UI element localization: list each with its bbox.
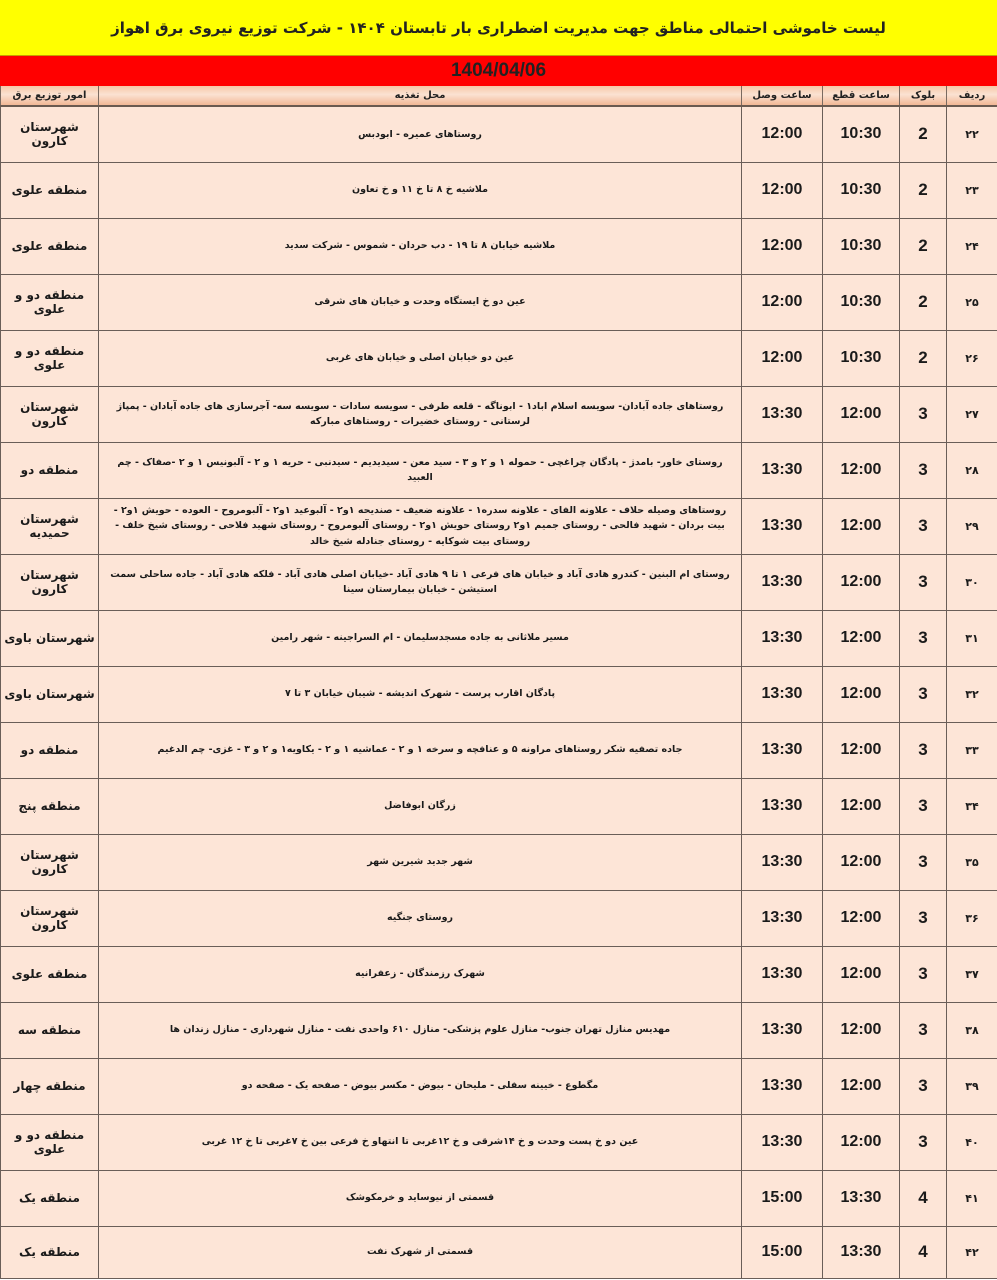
row-number-cell: ۳۱ <box>947 610 997 666</box>
cut-time-cell: 12:00 <box>823 1114 900 1170</box>
row-number-cell: ۳۷ <box>947 946 997 1002</box>
block-cell: 3 <box>900 498 947 554</box>
row-number-cell: ۳۹ <box>947 1058 997 1114</box>
area-cell: روستاهای وصیله حلاف - علاونه الفای - علاونه سدره۱ - علاونه ضعیف - صندیحه ۱و۲ - آلبوعید ۱و۲ - آلبومروح - العوده - حویش ۱و۲ - بیت بردان - شهید فالحی - روستای جمیم ۱و۲ روستای حویش ۱و۲ - روستای آلبومروح - روستای شهید فلاحی - روستای شیخ خلف - روستای بیت شوکایه - روستای جنادله شیخ خالد <box>99 498 742 554</box>
office-cell: شهرستان کارون <box>1 834 99 890</box>
schedule-date: 1404/04/06 <box>0 56 997 86</box>
block-cell: 2 <box>900 330 947 386</box>
office-cell: شهرستان باوی <box>1 610 99 666</box>
row-number-cell: ۳۶ <box>947 890 997 946</box>
row-number-cell: ۳۲ <box>947 666 997 722</box>
restore-time-cell: 13:30 <box>742 1114 823 1170</box>
restore-time-cell: 13:30 <box>742 946 823 1002</box>
cut-time-cell: 12:00 <box>823 1002 900 1058</box>
cut-time-cell: 10:30 <box>823 330 900 386</box>
table-row <box>1 610 997 666</box>
block-cell: 3 <box>900 890 947 946</box>
area-cell: روستاهای عمیره - ابودبس <box>99 106 742 162</box>
table-row <box>1 722 997 778</box>
row-number-cell: ۲۲ <box>947 106 997 162</box>
office-cell: منطقه دو <box>1 442 99 498</box>
block-cell: 3 <box>900 386 947 442</box>
row-number-cell: ۳۵ <box>947 834 997 890</box>
office-cell: منطقه یک <box>1 1226 99 1278</box>
office-cell: منطقه دو <box>1 722 99 778</box>
restore-time-cell: 15:00 <box>742 1226 823 1278</box>
cut-time-cell: 12:00 <box>823 1058 900 1114</box>
office-cell: منطقه دو و علوی <box>1 1114 99 1170</box>
cut-time-cell: 13:30 <box>823 1170 900 1226</box>
area-cell: ملاشیه خ ۸ تا خ ۱۱ و خ تعاون <box>99 162 742 218</box>
restore-time-cell: 12:00 <box>742 218 823 274</box>
block-cell: 4 <box>900 1170 947 1226</box>
column-header-block: بلوک <box>900 86 947 106</box>
restore-time-cell: 13:30 <box>742 554 823 610</box>
block-cell: 4 <box>900 1226 947 1278</box>
table-row <box>1 274 997 330</box>
table-row <box>1 386 997 442</box>
restore-time-cell: 13:30 <box>742 666 823 722</box>
row-number-cell: ۴۰ <box>947 1114 997 1170</box>
table-row <box>1 834 997 890</box>
table-row <box>1 946 997 1002</box>
area-cell: مهدیس منازل تهران جنوب- منازل علوم پزشکی- منازل ۶۱۰ واحدی نفت - منازل شهرداری - منازل زندان ها <box>99 1002 742 1058</box>
row-number-cell: ۲۸ <box>947 442 997 498</box>
cut-time-cell: 10:30 <box>823 274 900 330</box>
column-header-restore-time: ساعت وصل <box>742 86 823 106</box>
area-cell: مگطوع - خیینه سفلی - ملیحان - بیوض - مکسر بیوض - صفحه یک - صفحه دو <box>99 1058 742 1114</box>
block-cell: 3 <box>900 1114 947 1170</box>
row-number-cell: ۲۶ <box>947 330 997 386</box>
cut-time-cell: 12:00 <box>823 610 900 666</box>
row-number-cell: ۲۵ <box>947 274 997 330</box>
area-cell: ملاشیه خیابان ۸ تا ۱۹ - دب حردان - شموس - شرکت سدید <box>99 218 742 274</box>
office-cell: شهرستان کارون <box>1 106 99 162</box>
restore-time-cell: 13:30 <box>742 834 823 890</box>
area-cell: شهر جدید شیرین شهر <box>99 834 742 890</box>
restore-time-cell: 13:30 <box>742 722 823 778</box>
area-cell: مسیر ملاثانی به جاده مسجدسلیمان - ام السراجینه - شهر رامین <box>99 610 742 666</box>
block-cell: 3 <box>900 834 947 890</box>
row-number-cell: ۴۱ <box>947 1170 997 1226</box>
office-cell: منطقه دو و علوی <box>1 330 99 386</box>
restore-time-cell: 13:30 <box>742 890 823 946</box>
block-cell: 2 <box>900 218 947 274</box>
row-number-cell: ۴۲ <box>947 1226 997 1278</box>
block-cell: 3 <box>900 1002 947 1058</box>
restore-time-cell: 13:30 <box>742 1058 823 1114</box>
cut-time-cell: 10:30 <box>823 106 900 162</box>
cut-time-cell: 12:00 <box>823 778 900 834</box>
office-cell: شهرستان کارون <box>1 554 99 610</box>
area-cell: روستای خاور- بامدژ - پادگان چراغچی - حموله ۱ و ۲ و ۳ - سید معن - سیدیدیم - سیدنبی - حریه ۱ و ۲ - آلبونیس ۱ و ۲ -صفاک - چم العبید <box>99 442 742 498</box>
restore-time-cell: 12:00 <box>742 106 823 162</box>
area-cell: شهرک رزمندگان - زعفرانیه <box>99 946 742 1002</box>
area-cell: عین دو خ پست وحدت و خ ۱۴شرقی و خ ۱۲غربی تا انتهاو خ فرعی بین خ ۷غربی تا خ ۱۲ غربی <box>99 1114 742 1170</box>
column-header-area: محل تغذیه <box>99 86 742 106</box>
row-number-cell: ۲۷ <box>947 386 997 442</box>
table-row <box>1 162 997 218</box>
office-cell: منطقه دو و علوی <box>1 274 99 330</box>
block-cell: 3 <box>900 610 947 666</box>
cut-time-cell: 12:00 <box>823 666 900 722</box>
office-cell: شهرستان کارون <box>1 386 99 442</box>
restore-time-cell: 13:30 <box>742 386 823 442</box>
restore-time-cell: 13:30 <box>742 610 823 666</box>
area-cell: روستاهای جاده آبادان- سویسه اسلام اباد۱ - ابوناگه - قلعه طرفی - سویسه سادات - سویسه سه- آجرسازی های جاده آبادان - پمپاژ لرستانی - روستای خضیرات - روستاهای مبارکه <box>99 386 742 442</box>
cut-time-cell: 12:00 <box>823 890 900 946</box>
cut-time-cell: 12:00 <box>823 722 900 778</box>
table-row <box>1 890 997 946</box>
office-cell: شهرستان حمیدیه <box>1 498 99 554</box>
table-row <box>1 554 997 610</box>
restore-time-cell: 12:00 <box>742 274 823 330</box>
row-number-cell: ۲۴ <box>947 218 997 274</box>
area-cell: پادگان اقارب پرست - شهرک اندیشه - شیبان خیابان ۳ تا ۷ <box>99 666 742 722</box>
area-cell: روستای ام البنین - کندرو هادی آباد و خیابان های فرعی ۱ تا ۹ هادی آباد -خیابان اصلی هادی آباد - فلکه هادی آباد - جاده ساحلی سمت استیشن - خیابان بیمارستان سینا <box>99 554 742 610</box>
restore-time-cell: 13:30 <box>742 1002 823 1058</box>
office-cell: منطقه چهار <box>1 1058 99 1114</box>
block-cell: 2 <box>900 162 947 218</box>
block-cell: 2 <box>900 106 947 162</box>
row-number-cell: ۲۳ <box>947 162 997 218</box>
area-cell: قسمتی از نیوساید و خرمکوشک <box>99 1170 742 1226</box>
block-cell: 3 <box>900 946 947 1002</box>
row-number-cell: ۳۸ <box>947 1002 997 1058</box>
office-cell: منطقه علوی <box>1 218 99 274</box>
area-cell: روستای جنگیه <box>99 890 742 946</box>
cut-time-cell: 12:00 <box>823 442 900 498</box>
restore-time-cell: 12:00 <box>742 162 823 218</box>
row-number-cell: ۳۴ <box>947 778 997 834</box>
restore-time-cell: 13:30 <box>742 442 823 498</box>
cut-time-cell: 12:00 <box>823 554 900 610</box>
cut-time-cell: 12:00 <box>823 386 900 442</box>
office-cell: شهرستان کارون <box>1 890 99 946</box>
table-row <box>1 106 997 162</box>
office-cell: منطقه علوی <box>1 162 99 218</box>
block-cell: 3 <box>900 554 947 610</box>
table-row <box>1 1170 997 1226</box>
table-row <box>1 498 997 554</box>
restore-time-cell: 12:00 <box>742 330 823 386</box>
area-cell: زرگان ابوفاضل <box>99 778 742 834</box>
area-cell: عین دو خیابان اصلی و خیابان های غربی <box>99 330 742 386</box>
table-header-row <box>1 86 997 106</box>
block-cell: 3 <box>900 1058 947 1114</box>
restore-time-cell: 13:30 <box>742 778 823 834</box>
row-number-cell: ۳۳ <box>947 722 997 778</box>
block-cell: 3 <box>900 722 947 778</box>
column-header-office: امور توزیع برق <box>1 86 99 106</box>
table-row <box>1 1002 997 1058</box>
table-row <box>1 778 997 834</box>
restore-time-cell: 15:00 <box>742 1170 823 1226</box>
cut-time-cell: 10:30 <box>823 162 900 218</box>
page-title: لیست خاموشی احتمالی مناطق جهت مدیریت اضطراری بار تابستان ۱۴۰۴ - شرکت توزیع نیروی برق اهواز <box>0 0 997 56</box>
column-header-row-number: ردیف <box>947 86 997 106</box>
block-cell: 3 <box>900 442 947 498</box>
cut-time-cell: 10:30 <box>823 218 900 274</box>
table-row <box>1 1058 997 1114</box>
block-cell: 3 <box>900 778 947 834</box>
table-row <box>1 330 997 386</box>
office-cell: شهرستان باوی <box>1 666 99 722</box>
block-cell: 2 <box>900 274 947 330</box>
row-number-cell: ۲۹ <box>947 498 997 554</box>
cut-time-cell: 13:30 <box>823 1226 900 1278</box>
office-cell: منطقه سه <box>1 1002 99 1058</box>
table-row <box>1 442 997 498</box>
outage-table <box>0 86 997 1279</box>
cut-time-cell: 12:00 <box>823 834 900 890</box>
office-cell: منطقه پنج <box>1 778 99 834</box>
block-cell: 3 <box>900 666 947 722</box>
table-row <box>1 218 997 274</box>
cut-time-cell: 12:00 <box>823 946 900 1002</box>
table-row <box>1 1114 997 1170</box>
table-row <box>1 666 997 722</box>
table-row <box>1 1226 997 1278</box>
area-cell: قسمتی از شهرک نفت <box>99 1226 742 1278</box>
area-cell: عین دو خ ایستگاه وحدت و خیابان های شرقی <box>99 274 742 330</box>
area-cell: جاده تصفیه شکر روستاهای مراونه ۵ و عنافچه و سرخه ۱ و ۲ - عماشیه ۱ و ۲ - یکاویه۱ و ۲ و ۳ - غزی- چم الدغیم <box>99 722 742 778</box>
restore-time-cell: 13:30 <box>742 498 823 554</box>
office-cell: منطقه یک <box>1 1170 99 1226</box>
office-cell: منطقه علوی <box>1 946 99 1002</box>
row-number-cell: ۳۰ <box>947 554 997 610</box>
column-header-cut-time: ساعت قطع <box>823 86 900 106</box>
cut-time-cell: 12:00 <box>823 498 900 554</box>
